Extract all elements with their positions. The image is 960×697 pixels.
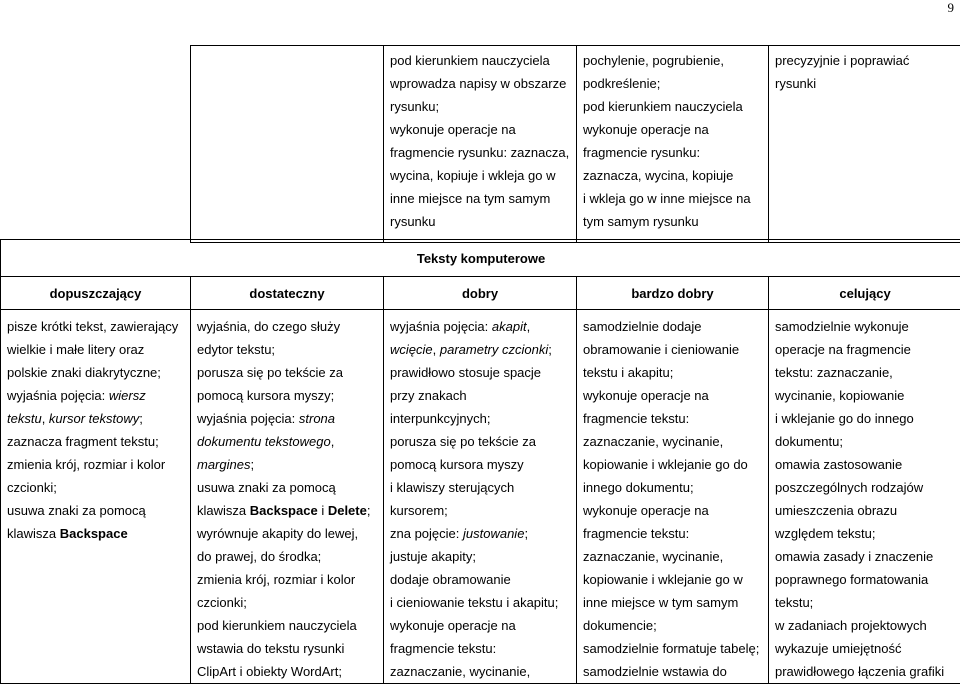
- cell-bardzo-dobry-cont: [769, 46, 960, 243]
- cell-line: omawia zastosowanie: [775, 457, 903, 472]
- cell-line: samodzielnie wstawia do: [583, 664, 727, 679]
- cell-line: fragmencie tekstu:: [583, 526, 690, 541]
- cell-line: kopiowanie i wklejanie go do: [583, 457, 748, 472]
- col-dobry: [384, 310, 577, 684]
- cell-line: pomocą kursora myszy: [390, 457, 524, 472]
- cell-line: porusza się po tekście za: [390, 434, 536, 449]
- col-celujacy: [769, 310, 960, 684]
- cell-line: zaznaczanie, wycinanie,: [583, 434, 724, 449]
- cell-line: rysunku;: [390, 99, 440, 114]
- cell-line: polskie znaki diakrytyczne;: [7, 365, 161, 380]
- cell-line: rysunku: [390, 214, 436, 229]
- cell-line: i klawiszy sterujących: [390, 480, 515, 495]
- cell-line: ClipArt i obiekty WordArt;: [197, 664, 342, 679]
- cell-line: kursorem;: [390, 503, 448, 518]
- col-bardzo-dobry: [577, 310, 769, 684]
- cell-dostateczny-cont: [384, 46, 577, 243]
- cell-line: i cieniowanie tekstu i akapitu;: [390, 595, 559, 610]
- cell-line: usuwa znaki za pomocą: [197, 480, 336, 495]
- header-bardzo-dobry: bardzo dobry: [577, 277, 769, 310]
- cell-line: wyjaśnia pojęcia: strona: [197, 411, 336, 426]
- cell-line: wcięcie, parametry czcionki;: [390, 342, 552, 357]
- cell-line: tekstu: zaznaczanie,: [775, 365, 893, 380]
- cell-line: inne miejsce na tym samym: [390, 191, 551, 206]
- cell-line: rysunki: [775, 76, 817, 91]
- cell-line: wielkie i małe litery oraz: [7, 342, 145, 357]
- section-title: Teksty komputerowe: [1, 240, 960, 277]
- cell-line: wykazuje umiejętność: [775, 641, 902, 656]
- teksty-komputerowe-table: [0, 239, 960, 684]
- cell-dopuszczajacy-cont: [191, 46, 384, 243]
- header-dobry: dobry: [384, 277, 577, 310]
- cell-line: fragmencie tekstu:: [583, 411, 690, 426]
- cell-line: dodaje obramowanie: [390, 572, 511, 587]
- cell-line: samodzielnie wykonuje: [775, 319, 909, 334]
- cell-line: precyzyjnie i poprawiać: [775, 53, 910, 68]
- cell-line: wycinanie, kopiowanie: [775, 388, 905, 403]
- cell-line: czcionki;: [197, 595, 247, 610]
- cell-line: samodzielnie formatuje tabelę;: [583, 641, 760, 656]
- cell-line: zmienia krój, rozmiar i kolor: [197, 572, 356, 587]
- cell-line: pisze krótki tekst, zawierający: [7, 319, 179, 334]
- header-celujacy: celujący: [769, 277, 960, 310]
- cell-line: dokumentu;: [775, 434, 843, 449]
- cell-line: margines;: [197, 457, 255, 472]
- cell-line: wykonuje operacje na: [583, 503, 709, 518]
- cell-line: zmienia krój, rozmiar i kolor: [7, 457, 166, 472]
- cell-line: zaznaczanie, wycinanie,: [583, 549, 724, 564]
- cell-line: tekstu;: [775, 595, 814, 610]
- page-number: 9: [947, 0, 954, 15]
- cell-line: usuwa znaki za pomocą: [7, 503, 146, 518]
- cell-line: poprawnego formatowania: [775, 572, 929, 587]
- cell-line: wyjaśnia pojęcia: wiersz: [7, 388, 146, 403]
- cell-line: wykonuje operacje na: [390, 618, 516, 633]
- cell-line: dokumentu tekstowego,: [197, 434, 335, 449]
- cell-line: wyjaśnia, do czego służy: [197, 319, 341, 334]
- cell-line: tym samym rysunku: [583, 214, 699, 229]
- cell-line: pod kierunkiem nauczyciela: [583, 99, 743, 114]
- cell-line: zaznaczanie, wycinanie,: [390, 664, 531, 679]
- cell-line: pod kierunkiem nauczyciela: [390, 53, 550, 68]
- cell-line: prawidłowo stosuje spacje: [390, 365, 542, 380]
- cell-line: inne miejsce w tym samym: [583, 595, 739, 610]
- cell-line: i wklejanie go do innego: [775, 411, 914, 426]
- continued-criteria-table: [190, 45, 960, 243]
- cell-line: podkreślenie;: [583, 76, 661, 91]
- cell-line: omawia zasady i znaczenie: [775, 549, 934, 564]
- cell-line: i wkleja go w inne miejsce na: [583, 191, 751, 206]
- table-row: [191, 46, 960, 243]
- cell-line: wyrównuje akapity do lewej,: [197, 526, 359, 541]
- cell-line: pod kierunkiem nauczyciela: [197, 618, 357, 633]
- cell-line: zaznacza, wycina, kopiuje: [583, 168, 734, 183]
- cell-line: klawisza Backspace i Delete;: [197, 503, 371, 518]
- cell-line: justuje akapity;: [390, 549, 476, 564]
- cell-line: innego dokumentu;: [583, 480, 694, 495]
- cell-line: tekstu, kursor tekstowy;: [7, 411, 143, 426]
- cell-line: operacje na fragmencie: [775, 342, 911, 357]
- cell-line: interpunkcyjnych;: [390, 411, 491, 426]
- header-row: [1, 277, 960, 310]
- cell-line: wykonuje operacje na: [390, 122, 516, 137]
- cell-line: wprowadza napisy w obszarze: [390, 76, 567, 91]
- cell-line: względem tekstu;: [775, 526, 876, 541]
- cell-line: porusza się po tekście za: [197, 365, 343, 380]
- header-dostateczny: dostateczny: [191, 277, 384, 310]
- cell-line: kopiowanie i wklejanie go w: [583, 572, 743, 587]
- cell-line: wykonuje operacje na: [583, 388, 709, 403]
- cell-line: wycina, kopiuje i wkleja go w: [390, 168, 556, 183]
- cell-line: fragmencie rysunku: zaznacza,: [390, 145, 570, 160]
- cell-line: samodzielnie dodaje: [583, 319, 702, 334]
- cell-line: fragmencie tekstu:: [390, 641, 497, 656]
- cell-line: pochylenie, pogrubienie,: [583, 53, 724, 68]
- cell-line: edytor tekstu;: [197, 342, 276, 357]
- cell-line: pomocą kursora myszy;: [197, 388, 335, 403]
- cell-dobry-cont: [577, 46, 769, 243]
- col-dostateczny: [191, 310, 384, 684]
- cell-line: przy znakach: [390, 388, 467, 403]
- cell-line: w zadaniach projektowych: [775, 618, 927, 633]
- cell-line: obramowanie i cieniowanie: [583, 342, 740, 357]
- cell-line: wykonuje operacje na: [583, 122, 709, 137]
- cell-line: zna pojęcie: justowanie;: [390, 526, 529, 541]
- table-row: [1, 310, 960, 684]
- cell-line: klawisza Backspace: [7, 526, 128, 541]
- cell-line: wstawia do tekstu rysunki: [197, 641, 345, 656]
- cell-line: zaznacza fragment tekstu;: [7, 434, 159, 449]
- header-dopuszczajacy: dopuszczający: [1, 277, 191, 310]
- cell-line: czcionki;: [7, 480, 57, 495]
- cell-line: poszczególnych rodzajów: [775, 480, 924, 495]
- cell-line: wyjaśnia pojęcia: akapit,: [390, 319, 531, 334]
- cell-line: do prawej, do środka;: [197, 549, 322, 564]
- cell-line: prawidłowego łączenia grafiki: [775, 664, 945, 679]
- cell-line: dokumencie;: [583, 618, 657, 633]
- col-dopuszczajacy: [1, 310, 191, 684]
- cell-line: tekstu i akapitu;: [583, 365, 674, 380]
- cell-line: umieszczenia obrazu: [775, 503, 898, 518]
- cell-line: fragmencie rysunku:: [583, 145, 701, 160]
